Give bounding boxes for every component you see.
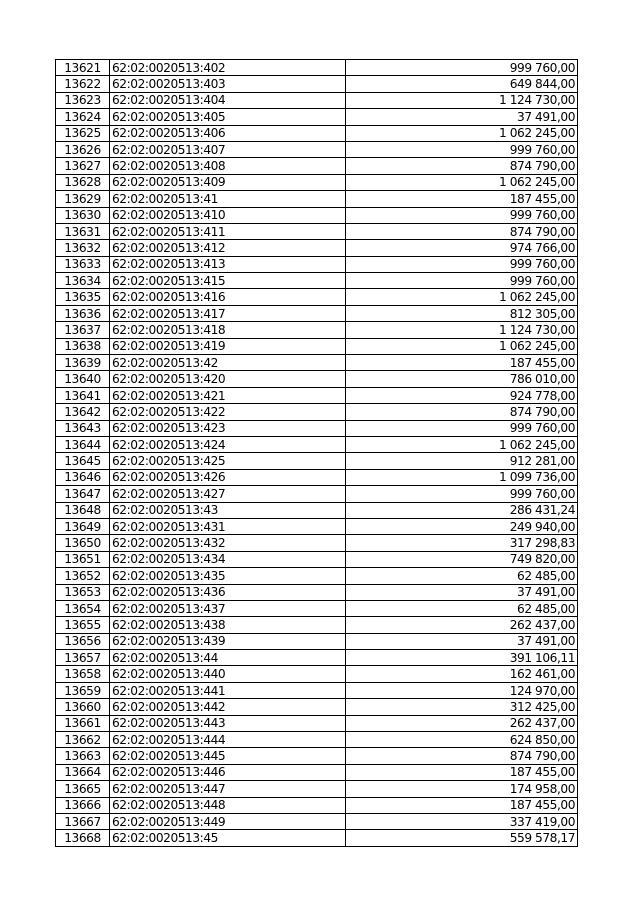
- cadastral-number-cell: 62:02:0020513:441: [110, 682, 346, 698]
- cadastral-number-cell: 62:02:0020513:448: [110, 797, 346, 813]
- cadastral-value-cell: 999 760,00: [346, 256, 578, 272]
- cadastral-number-cell: 62:02:0020513:427: [110, 486, 346, 502]
- table-row: [56, 666, 578, 682]
- table-row: [56, 600, 578, 616]
- cadastral-value-cell: 1 062 245,00: [346, 125, 578, 141]
- cadastral-value-cell: 174 958,00: [346, 781, 578, 797]
- table-row: [56, 633, 578, 649]
- cadastral-number-cell: 62:02:0020513:412: [110, 240, 346, 256]
- row-number-cell: 13662: [56, 732, 110, 748]
- row-number-cell: 13655: [56, 617, 110, 633]
- cadastral-number-cell: 62:02:0020513:419: [110, 338, 346, 354]
- table-row: [56, 207, 578, 223]
- cadastral-number-cell: 62:02:0020513:424: [110, 436, 346, 452]
- row-number-cell: 13665: [56, 781, 110, 797]
- table-row: [56, 174, 578, 190]
- cadastral-number-cell: 62:02:0020513:432: [110, 535, 346, 551]
- cadastral-number-cell: 62:02:0020513:444: [110, 732, 346, 748]
- row-number-cell: 13627: [56, 158, 110, 174]
- table-row: [56, 748, 578, 764]
- row-number-cell: 13630: [56, 207, 110, 223]
- cadastral-value-cell: 999 760,00: [346, 60, 578, 76]
- cadastral-value-cell: 187 455,00: [346, 797, 578, 813]
- cadastral-value-cell: 249 940,00: [346, 518, 578, 534]
- cadastral-number-cell: 62:02:0020513:443: [110, 715, 346, 731]
- table-row: [56, 109, 578, 125]
- row-number-cell: 13622: [56, 76, 110, 92]
- table-body: [56, 60, 578, 847]
- cadastral-value-cell: 999 760,00: [346, 273, 578, 289]
- cadastral-number-cell: 62:02:0020513:408: [110, 158, 346, 174]
- cadastral-value-cell: 1 124 730,00: [346, 92, 578, 108]
- cadastral-value-cell: 317 298,83: [346, 535, 578, 551]
- table-row: [56, 830, 578, 846]
- table-row: [56, 682, 578, 698]
- cadastral-number-cell: 62:02:0020513:404: [110, 92, 346, 108]
- table-row: [56, 338, 578, 354]
- table-row: [56, 813, 578, 829]
- cadastral-number-cell: 62:02:0020513:434: [110, 551, 346, 567]
- cadastral-value-cell: 1 062 245,00: [346, 338, 578, 354]
- cadastral-number-cell: 62:02:0020513:445: [110, 748, 346, 764]
- cadastral-value-cell: 187 455,00: [346, 355, 578, 371]
- table-row: [56, 256, 578, 272]
- cadastral-value-table: [55, 59, 578, 847]
- row-number-cell: 13643: [56, 420, 110, 436]
- table-row: [56, 551, 578, 567]
- row-number-cell: 13652: [56, 568, 110, 584]
- cadastral-number-cell: 62:02:0020513:440: [110, 666, 346, 682]
- cadastral-value-cell: 924 778,00: [346, 387, 578, 403]
- cadastral-number-cell: 62:02:0020513:417: [110, 305, 346, 321]
- cadastral-number-cell: 62:02:0020513:439: [110, 633, 346, 649]
- cadastral-number-cell: 62:02:0020513:41: [110, 191, 346, 207]
- cadastral-number-cell: 62:02:0020513:403: [110, 76, 346, 92]
- table-row: [56, 92, 578, 108]
- cadastral-value-cell: 62 485,00: [346, 568, 578, 584]
- row-number-cell: 13653: [56, 584, 110, 600]
- cadastral-number-cell: 62:02:0020513:425: [110, 453, 346, 469]
- row-number-cell: 13648: [56, 502, 110, 518]
- cadastral-value-cell: 62 485,00: [346, 600, 578, 616]
- row-number-cell: 13639: [56, 355, 110, 371]
- cadastral-number-cell: 62:02:0020513:413: [110, 256, 346, 272]
- cadastral-number-cell: 62:02:0020513:415: [110, 273, 346, 289]
- cadastral-number-cell: 62:02:0020513:406: [110, 125, 346, 141]
- row-number-cell: 13631: [56, 223, 110, 239]
- cadastral-number-cell: 62:02:0020513:418: [110, 322, 346, 338]
- cadastral-value-cell: 37 491,00: [346, 633, 578, 649]
- cadastral-number-cell: 62:02:0020513:420: [110, 371, 346, 387]
- cadastral-number-cell: 62:02:0020513:407: [110, 141, 346, 157]
- cadastral-value-cell: 874 790,00: [346, 748, 578, 764]
- cadastral-number-cell: 62:02:0020513:42: [110, 355, 346, 371]
- cadastral-value-cell: 999 760,00: [346, 207, 578, 223]
- row-number-cell: 13659: [56, 682, 110, 698]
- cadastral-value-cell: 749 820,00: [346, 551, 578, 567]
- row-number-cell: 13641: [56, 387, 110, 403]
- cadastral-value-cell: 1 124 730,00: [346, 322, 578, 338]
- table-row: [56, 699, 578, 715]
- cadastral-value-cell: 312 425,00: [346, 699, 578, 715]
- table-row: [56, 240, 578, 256]
- cadastral-number-cell: 62:02:0020513:431: [110, 518, 346, 534]
- row-number-cell: 13647: [56, 486, 110, 502]
- table-row: [56, 76, 578, 92]
- cadastral-number-cell: 62:02:0020513:405: [110, 109, 346, 125]
- table-row: [56, 191, 578, 207]
- row-number-cell: 13664: [56, 764, 110, 780]
- row-number-cell: 13636: [56, 305, 110, 321]
- cadastral-value-cell: 874 790,00: [346, 404, 578, 420]
- row-number-cell: 13660: [56, 699, 110, 715]
- row-number-cell: 13657: [56, 650, 110, 666]
- table-row: [56, 797, 578, 813]
- cadastral-value-cell: 624 850,00: [346, 732, 578, 748]
- cadastral-number-cell: 62:02:0020513:411: [110, 223, 346, 239]
- table-row: [56, 535, 578, 551]
- cadastral-value-cell: 812 305,00: [346, 305, 578, 321]
- row-number-cell: 13650: [56, 535, 110, 551]
- table-row: [56, 158, 578, 174]
- cadastral-value-cell: 162 461,00: [346, 666, 578, 682]
- row-number-cell: 13640: [56, 371, 110, 387]
- cadastral-value-cell: 37 491,00: [346, 109, 578, 125]
- row-number-cell: 13628: [56, 174, 110, 190]
- row-number-cell: 13642: [56, 404, 110, 420]
- cadastral-value-cell: 337 419,00: [346, 813, 578, 829]
- cadastral-value-cell: 187 455,00: [346, 191, 578, 207]
- table-row: [56, 125, 578, 141]
- table-row: [56, 289, 578, 305]
- table-row: [56, 732, 578, 748]
- cadastral-number-cell: 62:02:0020513:436: [110, 584, 346, 600]
- row-number-cell: 13645: [56, 453, 110, 469]
- table-row: [56, 650, 578, 666]
- cadastral-value-cell: 559 578,17: [346, 830, 578, 846]
- cadastral-number-cell: 62:02:0020513:43: [110, 502, 346, 518]
- cadastral-value-cell: 912 281,00: [346, 453, 578, 469]
- table-row: [56, 322, 578, 338]
- table-row: [56, 387, 578, 403]
- cadastral-number-cell: 62:02:0020513:446: [110, 764, 346, 780]
- table-row: [56, 371, 578, 387]
- row-number-cell: 13637: [56, 322, 110, 338]
- cadastral-value-cell: 37 491,00: [346, 584, 578, 600]
- cadastral-number-cell: 62:02:0020513:449: [110, 813, 346, 829]
- table-row: [56, 518, 578, 534]
- row-number-cell: 13621: [56, 60, 110, 76]
- row-number-cell: 13644: [56, 436, 110, 452]
- row-number-cell: 13656: [56, 633, 110, 649]
- row-number-cell: 13651: [56, 551, 110, 567]
- cadastral-value-cell: 391 106,11: [346, 650, 578, 666]
- cadastral-value-cell: 874 790,00: [346, 158, 578, 174]
- cadastral-number-cell: 62:02:0020513:447: [110, 781, 346, 797]
- table-row: [56, 273, 578, 289]
- cadastral-value-cell: 1 062 245,00: [346, 289, 578, 305]
- table-row: [56, 584, 578, 600]
- row-number-cell: 13626: [56, 141, 110, 157]
- table-row: [56, 715, 578, 731]
- cadastral-value-cell: 974 766,00: [346, 240, 578, 256]
- cadastral-number-cell: 62:02:0020513:402: [110, 60, 346, 76]
- table-row: [56, 781, 578, 797]
- cadastral-value-cell: 1 099 736,00: [346, 469, 578, 485]
- cadastral-number-cell: 62:02:0020513:409: [110, 174, 346, 190]
- row-number-cell: 13646: [56, 469, 110, 485]
- row-number-cell: 13654: [56, 600, 110, 616]
- cadastral-value-cell: 999 760,00: [346, 486, 578, 502]
- cadastral-value-cell: 124 970,00: [346, 682, 578, 698]
- cadastral-number-cell: 62:02:0020513:422: [110, 404, 346, 420]
- table-row: [56, 502, 578, 518]
- row-number-cell: 13633: [56, 256, 110, 272]
- cadastral-number-cell: 62:02:0020513:44: [110, 650, 346, 666]
- table-row: [56, 568, 578, 584]
- cadastral-number-cell: 62:02:0020513:437: [110, 600, 346, 616]
- cadastral-value-cell: 262 437,00: [346, 617, 578, 633]
- table-row: [56, 223, 578, 239]
- table-row: [56, 355, 578, 371]
- row-number-cell: 13658: [56, 666, 110, 682]
- row-number-cell: 13632: [56, 240, 110, 256]
- row-number-cell: 13635: [56, 289, 110, 305]
- row-number-cell: 13666: [56, 797, 110, 813]
- cadastral-number-cell: 62:02:0020513:416: [110, 289, 346, 305]
- row-number-cell: 13623: [56, 92, 110, 108]
- table-row: [56, 436, 578, 452]
- cadastral-number-cell: 62:02:0020513:442: [110, 699, 346, 715]
- table-row: [56, 764, 578, 780]
- row-number-cell: 13638: [56, 338, 110, 354]
- cadastral-value-cell: 286 431,24: [346, 502, 578, 518]
- cadastral-value-cell: 786 010,00: [346, 371, 578, 387]
- row-number-cell: 13661: [56, 715, 110, 731]
- cadastral-value-cell: 999 760,00: [346, 141, 578, 157]
- cadastral-number-cell: 62:02:0020513:421: [110, 387, 346, 403]
- row-number-cell: 13649: [56, 518, 110, 534]
- cadastral-number-cell: 62:02:0020513:435: [110, 568, 346, 584]
- cadastral-number-cell: 62:02:0020513:45: [110, 830, 346, 846]
- table-row: [56, 60, 578, 76]
- cadastral-value-cell: 1 062 245,00: [346, 174, 578, 190]
- table-row: [56, 617, 578, 633]
- cadastral-number-cell: 62:02:0020513:438: [110, 617, 346, 633]
- cadastral-number-cell: 62:02:0020513:426: [110, 469, 346, 485]
- cadastral-number-cell: 62:02:0020513:410: [110, 207, 346, 223]
- table-row: [56, 420, 578, 436]
- table-row: [56, 486, 578, 502]
- table-row: [56, 305, 578, 321]
- row-number-cell: 13624: [56, 109, 110, 125]
- row-number-cell: 13667: [56, 813, 110, 829]
- table-row: [56, 141, 578, 157]
- row-number-cell: 13634: [56, 273, 110, 289]
- row-number-cell: 13625: [56, 125, 110, 141]
- cadastral-value-cell: 187 455,00: [346, 764, 578, 780]
- cadastral-value-cell: 649 844,00: [346, 76, 578, 92]
- row-number-cell: 13663: [56, 748, 110, 764]
- cadastral-value-cell: 874 790,00: [346, 223, 578, 239]
- table-row: [56, 453, 578, 469]
- cadastral-value-cell: 999 760,00: [346, 420, 578, 436]
- row-number-cell: 13668: [56, 830, 110, 846]
- cadastral-number-cell: 62:02:0020513:423: [110, 420, 346, 436]
- table-row: [56, 469, 578, 485]
- table-row: [56, 404, 578, 420]
- cadastral-value-cell: 262 437,00: [346, 715, 578, 731]
- row-number-cell: 13629: [56, 191, 110, 207]
- cadastral-value-cell: 1 062 245,00: [346, 436, 578, 452]
